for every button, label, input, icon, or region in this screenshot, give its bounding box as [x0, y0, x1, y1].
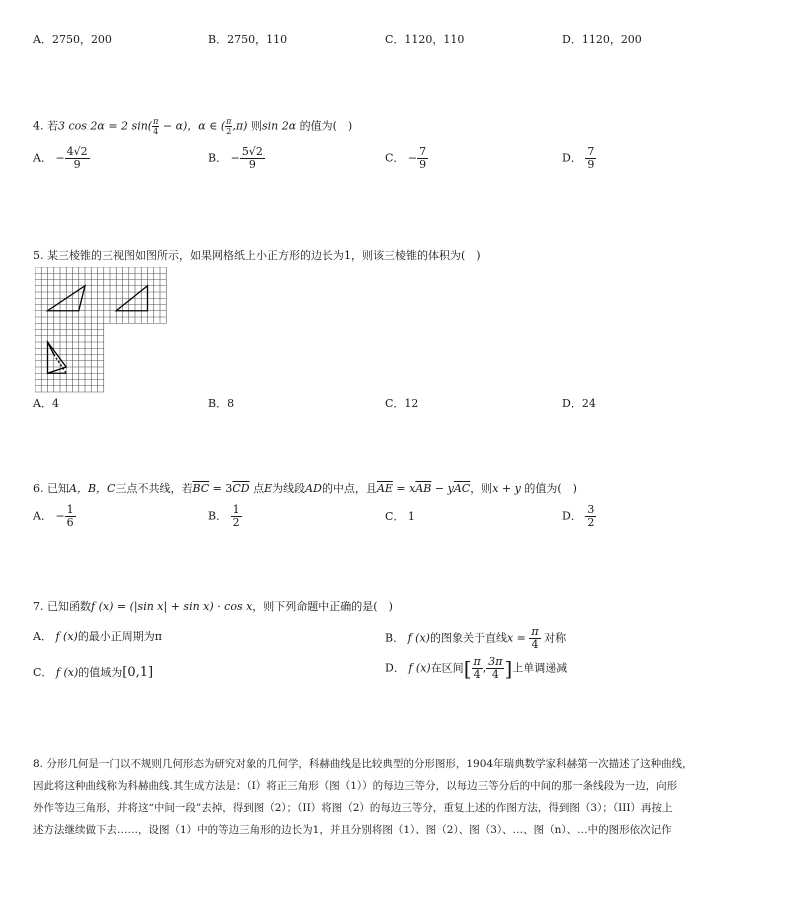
q8-line-2: 因此将这种曲线称为科赫曲线.其生成方法是：（I）将正三角形（图（1））的每边三等分，以每边三等分后的中间的那一条线段为一边，向形 — [33, 780, 678, 792]
option-text: 的图象关于直线 — [429, 631, 507, 645]
function-f: f (x) — [55, 666, 79, 679]
fraction-num: π — [531, 625, 539, 638]
option-text: 的值域为 — [78, 666, 123, 679]
option-label: C． — [385, 510, 405, 523]
q6-eq3: − y — [431, 482, 454, 495]
function-f: f (x) — [55, 630, 78, 643]
three-view-grid-figure — [35, 267, 170, 394]
q6-text-6: 为线段 — [272, 482, 306, 495]
q7-option-b — [385, 626, 566, 651]
vector-bc: $\overline{BC}$ — [192, 482, 210, 495]
q7-stem — [33, 600, 393, 614]
q6-text-8: 的中点，且 — [321, 482, 377, 495]
function-f: f (x) — [407, 631, 430, 645]
fraction-den: 4 — [531, 638, 539, 651]
option-fraction — [585, 146, 596, 171]
q4-frac2-den: 2 — [226, 127, 232, 136]
q4-suffix: 的值为( ) — [296, 119, 353, 133]
line-x-equals: x = — [506, 631, 526, 645]
q7-function: f (x) = (|sin x| + sin x) · cos x — [91, 600, 253, 613]
q7-text-2: ，则下列命题中正确的是( ) — [252, 600, 393, 613]
q4-frac2-num: π — [226, 117, 232, 126]
option-sign: − — [55, 151, 65, 165]
q6-segment-ad: AD — [305, 482, 322, 495]
q8-line-1: 8. 分形几何是一门以不规则几何形态为研究对象的几何学，科赫曲线是比较典型的分形图形，1904年瑞典数学家科赫第一次描述了这种曲线， — [33, 758, 693, 770]
interval-left-bracket: [ — [463, 656, 472, 681]
vector-ae: $\overline{AE}$ — [376, 482, 393, 495]
q6-text-1: 6. 已知 — [33, 482, 69, 495]
q6-option-b — [208, 504, 242, 529]
option-text: 在区间 — [430, 661, 464, 675]
option-fraction — [65, 504, 76, 529]
q4-equation-left: 3 cos 2α = 2 sin( — [58, 119, 153, 133]
fraction-den: 2 — [587, 516, 595, 529]
fraction-num: 7 — [587, 145, 595, 158]
function-f: f (x) — [408, 661, 431, 675]
q6-suffix: 的值为( ) — [520, 482, 577, 495]
q5-option-b: B．8 — [208, 397, 235, 410]
option-tail: 上单调递减 — [512, 661, 568, 675]
q5-option-d: D．24 — [562, 397, 596, 410]
option-tail: 对称 — [544, 631, 567, 645]
vector-cd: $\overline{CD}$ — [232, 482, 250, 495]
option-label: B． — [208, 509, 228, 523]
q5-stem: 5. 某三棱锥的三视图如图所示，如果网格纸上小正方形的边长为1，则该三棱锥的体积为( ) — [33, 249, 481, 262]
option-label: A． — [33, 151, 52, 165]
option-label: D． — [562, 509, 582, 523]
option-label: C． — [33, 666, 53, 679]
option-fraction — [529, 626, 540, 651]
option-label: B． — [208, 151, 228, 165]
option-fraction — [65, 146, 90, 171]
option-label: D． — [562, 151, 582, 165]
q6-point-e: E — [264, 482, 273, 495]
q4-option-c — [385, 146, 428, 171]
fraction-den: 9 — [419, 158, 427, 171]
q4-frac1-den: 4 — [153, 127, 159, 136]
q6-option-d — [562, 504, 596, 529]
vector-ab: $\overline{AB}$ — [415, 482, 432, 495]
fraction-den: 4 — [491, 668, 499, 681]
q6-stem — [33, 482, 577, 496]
q6-text-4: 点 — [249, 482, 265, 495]
option-sign: − — [55, 509, 65, 523]
q6-eq2: = x — [392, 482, 416, 495]
q4-frac1-num: π — [153, 117, 159, 126]
fraction-den: 6 — [66, 516, 74, 529]
q3-option-d: D．1120，200 — [562, 33, 642, 46]
q3-option-b: B．2750，110 — [208, 33, 288, 46]
option-label: C． — [385, 151, 405, 165]
q4-target: sin 2α — [261, 119, 297, 133]
fraction-den: 9 — [73, 158, 81, 171]
option-text: 的最小正周期为π — [77, 630, 163, 643]
fraction-den: 9 — [248, 158, 256, 171]
option-label: B． — [385, 631, 405, 645]
q6-x-plus-y: x + y — [492, 482, 521, 495]
q6-option-c — [385, 510, 415, 524]
option-fraction — [231, 504, 242, 529]
q4-interval-prefix: ，α ∈ ( — [187, 119, 226, 133]
q4-option-a — [33, 146, 90, 171]
q4-option-d — [562, 146, 596, 171]
q6-points: A，B，C — [69, 482, 116, 495]
range-interval: [0,1] — [122, 665, 154, 680]
fraction-den: 2 — [232, 516, 240, 529]
q3-option-c: C．1120，110 — [385, 33, 465, 46]
q7-text-1: 7. 已知函数 — [33, 600, 91, 613]
option-fraction — [240, 146, 265, 171]
fraction-num: 3π — [488, 655, 503, 668]
option-value: 1 — [407, 510, 415, 523]
q6-text-3: 三点不共线，若 — [115, 482, 193, 495]
q7-option-d: D． f (x)在区间[ $\frac{\pi}{4}$ , $\frac{3\pi}{4}$ ]上单调递减 — [385, 655, 568, 681]
q4-prefix: 4. 若 — [33, 119, 58, 133]
q7-option-c — [33, 666, 153, 680]
option-label: D． — [385, 661, 405, 675]
q5-option-c: C．12 — [385, 397, 419, 410]
q6-option-a — [33, 504, 76, 529]
option-sign: − — [230, 151, 240, 165]
option-label: A． — [33, 630, 52, 643]
fraction-num: 4√2 — [66, 145, 88, 158]
interval-start — [472, 656, 483, 681]
option-fraction — [417, 146, 428, 171]
q7-option-a — [33, 630, 162, 644]
vector-ac: $\overline{AC}$ — [453, 482, 471, 495]
fraction-num: 1 — [66, 503, 74, 516]
fraction-num: π — [473, 655, 481, 668]
fraction-num: 5√2 — [241, 145, 263, 158]
fraction-den: 9 — [587, 158, 595, 171]
q6-eq1: = 3 — [209, 482, 233, 495]
fraction-num: 3 — [587, 503, 595, 516]
q3-option-a: A．2750，200 — [33, 33, 112, 46]
q4-option-b — [208, 146, 265, 171]
q8-line-4: 述方法继续做下去……，设图（1）中的等边三角形的边长为1，并且分别将图（1）、图（2）、图（3）、…、图（n）、…中的图形依次记作 — [33, 824, 672, 836]
q4-then: 则 — [247, 119, 262, 133]
fraction-den: 4 — [473, 668, 481, 681]
option-fraction — [585, 504, 596, 529]
q8-line-3: 外作等边三角形，并将这“中间一段”去掉，得到图（2）；（II）将图（2）的每边三等分，重复上述的作图方法，得到图（3）；（III）再按上 — [33, 802, 673, 814]
option-sign: − — [407, 151, 418, 165]
interval-right-bracket: ] — [504, 656, 513, 681]
fraction-num: 1 — [232, 503, 240, 516]
q5-option-a: A．4 — [33, 397, 59, 410]
q6-text-9: ，则 — [470, 482, 493, 495]
q4-stem — [33, 117, 352, 136]
interval-end — [486, 656, 504, 681]
option-label: A． — [33, 509, 52, 523]
fraction-num: 7 — [419, 145, 427, 158]
q4-equation-tail: − α) — [159, 119, 188, 133]
q4-interval-tail: ,π) — [232, 119, 248, 133]
